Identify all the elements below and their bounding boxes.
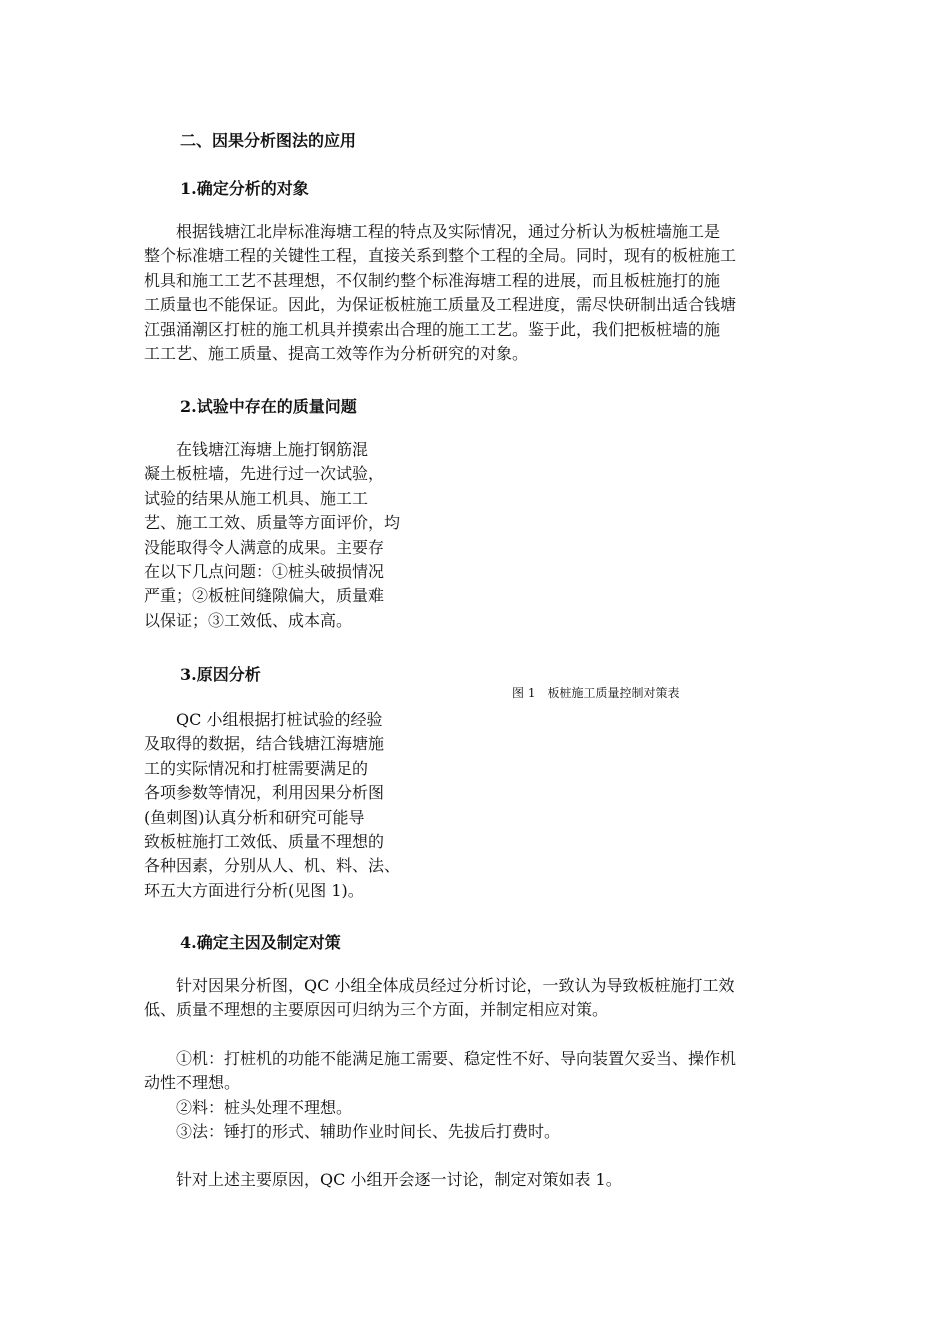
subheading-1: 1.确定分析的对象: [180, 179, 309, 198]
text-line: 致板桩施打工效低、质量不理想的: [144, 832, 385, 852]
subheading-2: 2.试验中存在的质量问题: [180, 397, 357, 416]
paragraph-cause-analysis: [144, 708, 419, 903]
text-line: 各种因素，分别从人、机、料、法、: [144, 856, 401, 876]
text-line: 没能取得令人满意的成果。主要存: [144, 537, 385, 557]
text-line: 工质量也不能保证。因此，为保证板桩施工质量及工程进度，需尽快研制出适合钱塘: [144, 295, 737, 315]
text-line: 以保证；③工效低、成本高。: [144, 610, 353, 630]
text-line: 江强涌潮区打桩的施工机具并摸索出合理的施工工艺。鉴于此，我们把板桩墙的施: [144, 319, 721, 339]
text-line: 各项参数等情况，利用因果分析图: [144, 783, 385, 803]
figure-caption: 图 1 板桩施工质量控制对策表: [512, 686, 680, 700]
text-line: 在钱塘江海塘上施打钢筋混: [144, 440, 369, 459]
text-line: 针对因果分析图，QC 小组全体成员经过分析讨论，一致认为导致板桩施打工效: [144, 976, 735, 995]
text-line: 严重；②板桩间缝隙偏大，质量难: [144, 586, 385, 606]
paragraph-analysis-object: [144, 220, 809, 366]
text-line: QC 小组根据打桩试验的经验: [144, 710, 383, 729]
paragraph-cause-list: [144, 1047, 809, 1145]
text-line: 试验的结果从施工机具、施工工: [144, 488, 369, 508]
text-line: 动性不理想。: [144, 1073, 241, 1093]
text-line: ②料：桩头处理不理想。: [144, 1097, 353, 1117]
text-line: 机具和施工工艺不甚理想，不仅制约整个标准海塘工程的进展，而且板桩施打的施: [144, 270, 721, 290]
text-line: 整个标准塘工程的关键性工程，直接关系到整个工程的全局。同时，现有的板桩施工: [144, 246, 737, 266]
text-line: ①机：打桩机的功能不能满足施工需要、稳定性不好、导向装置欠妥当、操作机: [144, 1049, 737, 1068]
text-line: 低、质量不理想的主要原因可归纳为三个方面，并制定相应对策。: [144, 1000, 609, 1020]
text-line: 环五大方面进行分析(见图 1)。: [144, 880, 364, 900]
text-line: 根据钱塘江北岸标准海塘工程的特点及实际情况，通过分析认为板桩墙施工是: [144, 222, 721, 241]
text-line: 及取得的数据，结合钱塘江海塘施: [144, 734, 385, 754]
text-line: 针对上述主要原因，QC 小组开会逐一讨论，制定对策如表 1。: [144, 1170, 622, 1189]
text-line: 凝土板桩墙，先进行过一次试验，: [144, 464, 385, 484]
text-line: 工工艺、施工质量、提高工效等作为分析研究的对象。: [144, 344, 529, 364]
text-line: 在以下几点问题：①桩头破损情况: [144, 562, 385, 582]
text-line: (鱼刺图)认真分析和研究可能导: [144, 807, 365, 827]
text-line: 艺、施工工效、质量等方面评价，均: [144, 513, 401, 533]
paragraph-countermeasures: [144, 1168, 809, 1192]
subheading-3: 3.原因分析: [180, 665, 261, 684]
paragraph-main-causes: [144, 974, 809, 1023]
section-title: 二、因果分析图法的应用: [180, 131, 357, 150]
paragraph-quality-issues: [144, 438, 419, 633]
text-line: ③法：锤打的形式、辅助作业时间长、先拔后打费时。: [144, 1122, 561, 1142]
text-line: 工的实际情况和打桩需要满足的: [144, 758, 369, 778]
subheading-4: 4.确定主因及制定对策: [180, 933, 341, 952]
